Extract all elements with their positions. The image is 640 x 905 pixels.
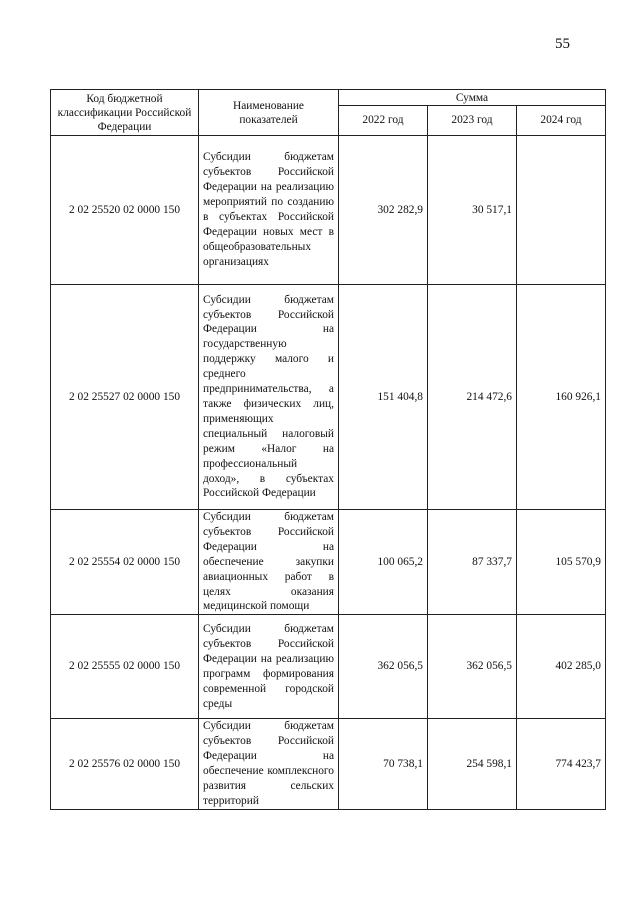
amount-2022: 100 065,2 [339, 510, 428, 615]
header-year-2023: 2023 год [428, 106, 517, 136]
amount-2023: 214 472,6 [428, 285, 517, 510]
budget-code: 2 02 25555 02 0000 150 [51, 615, 199, 719]
indicator-name: Субсидии бюджетам субъектов Российской Федерации на реализацию мероприятий по созданию в субъектах Российской Федерации новых мест в общеобразовательных организациях [199, 136, 339, 285]
amount-2024 [517, 136, 606, 285]
indicator-name: Субсидии бюджетам субъектов Российской Федерации на реализацию программ формирования современной городской среды [199, 615, 339, 719]
budget-code: 2 02 25520 02 0000 150 [51, 136, 199, 285]
header-sum: Сумма [339, 90, 606, 106]
amount-2022: 151 404,8 [339, 285, 428, 510]
table-row [51, 510, 606, 615]
header-year-2024: 2024 год [517, 106, 606, 136]
header-name: Наименование показателей [199, 90, 339, 136]
amount-2023: 30 517,1 [428, 136, 517, 285]
page-number: 55 [555, 36, 570, 52]
budget-table [50, 89, 606, 810]
budget-code: 2 02 25554 02 0000 150 [51, 510, 199, 615]
amount-2023: 254 598,1 [428, 719, 517, 809]
amount-2024: 105 570,9 [517, 510, 606, 615]
table-row [51, 719, 606, 809]
table-row [51, 285, 606, 510]
table-header-row [51, 90, 606, 106]
amount-2022: 362 056,5 [339, 615, 428, 719]
header-code: Код бюджетной классификации Российской Федерации [51, 90, 199, 136]
amount-2023: 362 056,5 [428, 615, 517, 719]
amount-2024: 160 926,1 [517, 285, 606, 510]
amount-2022: 302 282,9 [339, 136, 428, 285]
indicator-name: Субсидии бюджетам субъектов Российской Федерации на государственную поддержку малого и среднего предпринимательства, а также физических лиц, применяющих специальный налоговый режим «Налог на профессиональный доход», в субъектах Российской Федерации [199, 285, 339, 510]
indicator-name: Субсидии бюджетам субъектов Российской Федерации на обеспечение комплексного развития сельских территорий [199, 719, 339, 809]
amount-2024: 774 423,7 [517, 719, 606, 809]
amount-2023: 87 337,7 [428, 510, 517, 615]
table-row [51, 136, 606, 285]
table-row [51, 615, 606, 719]
amount-2024: 402 285,0 [517, 615, 606, 719]
budget-code: 2 02 25576 02 0000 150 [51, 719, 199, 809]
header-year-2022: 2022 год [339, 106, 428, 136]
amount-2022: 70 738,1 [339, 719, 428, 809]
indicator-name: Субсидии бюджетам субъектов Российской Федерации на обеспечение закупки авиационных работ в целях оказания медицинской помощи [199, 510, 339, 615]
budget-code: 2 02 25527 02 0000 150 [51, 285, 199, 510]
